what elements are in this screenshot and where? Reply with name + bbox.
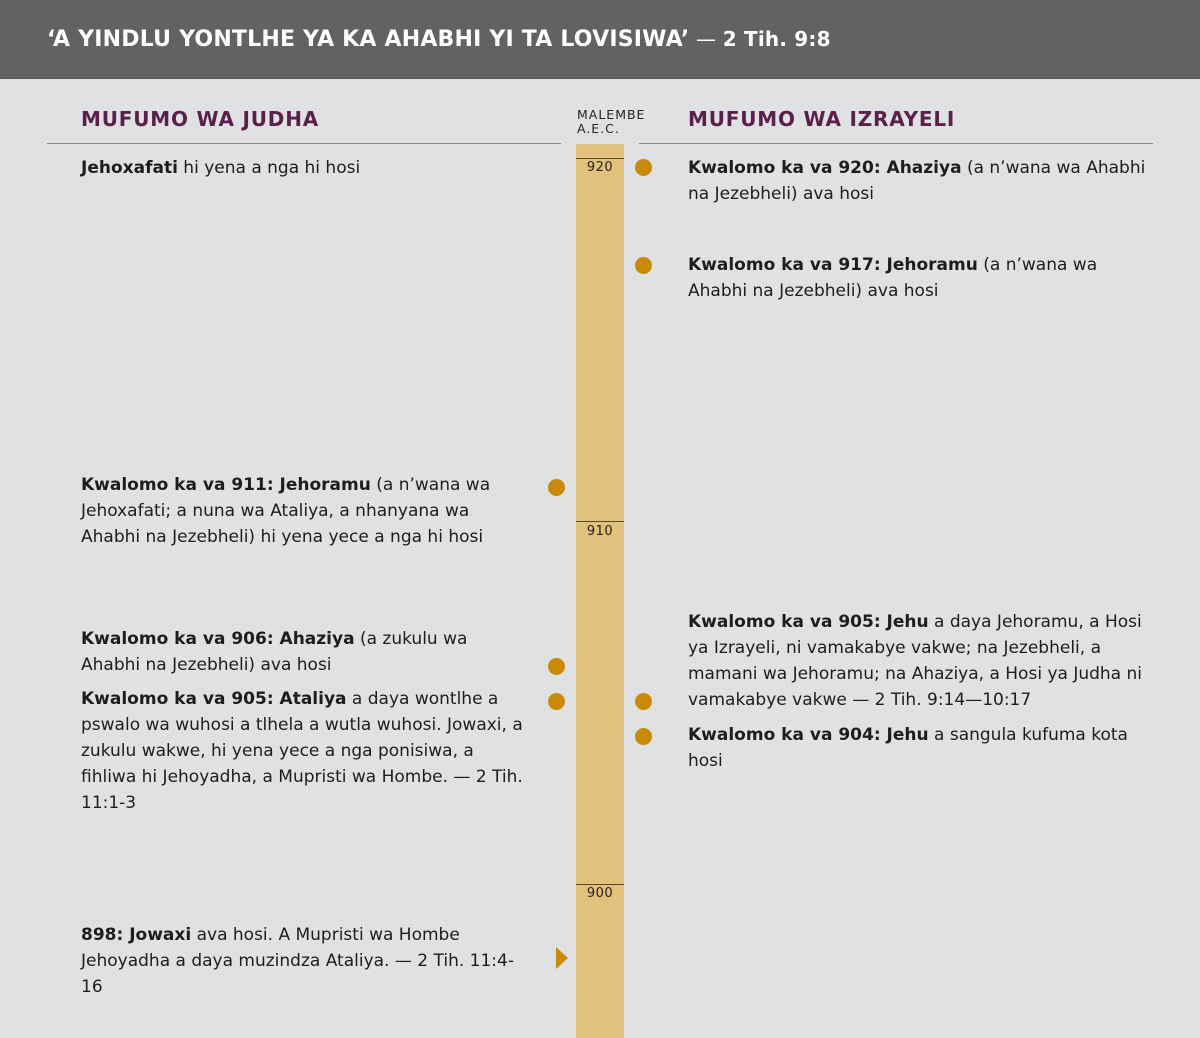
- year-tick-910: [576, 521, 624, 522]
- israel-marker-904: [635, 728, 652, 745]
- year-label-900: 900: [586, 886, 614, 901]
- year-label-920: 920: [586, 160, 614, 175]
- israel-entry-917: Kwalomo ka va 917: Jehoramu (a n’wana wa Ahabhi na Jezebheli) ava hosi: [688, 255, 1098, 301]
- israel-marker-905: [635, 693, 652, 710]
- israel-entry-920: Kwalomo ka va 920: Ahaziya (a n’wana wa Ahabhi na Jezebheli) ava hosi: [688, 158, 1146, 204]
- judah-entry-jehoxafati: Jehoxafati hi yena a nga hi hosi: [81, 158, 361, 178]
- judah-entry-906: Kwalomo ka va 906: Ahaziya (a zukulu wa Ahabhi na Jezebheli) ava hosi: [81, 629, 468, 675]
- judah-marker-898-arrow-icon: [556, 947, 568, 969]
- judah-marker-911: [548, 479, 565, 496]
- israel-marker-917: [635, 257, 652, 274]
- header-bar: [0, 0, 1200, 79]
- israel-entry-905: Kwalomo ka va 905: Jehu a daya Jehoramu, a Hosi ya Izrayeli, ni vamakabye vakwe; na Jezebheli, a mamani wa Jehoramu; na Ahaziya, a Hosi ya Judha ni vamakabye vakwe — 2 Tih. 9:14—10:17: [688, 612, 1142, 710]
- israel-entry-904: Kwalomo ka va 904: Jehu a sangula kufuma kota hosi: [688, 725, 1128, 771]
- judah-entry-911: Kwalomo ka va 911: Jehoramu (a n’wana wa Jehoxafati; a nuna wa Ataliya, a nhanyana wa Ahabhi na Jezebheli) hi yena yece a nga hi hosi: [81, 475, 491, 547]
- page-title: ‘A YINDLU YONTLHE YA KA AHABHI YI TA LOVISIWA’ — 2 Tih. 9:8: [47, 27, 831, 52]
- timeline-unit-label: MALEMBE A.E.C.: [577, 107, 646, 136]
- judah-marker-906: [548, 658, 565, 675]
- right-header-rule: [639, 143, 1153, 144]
- year-tick-900: [576, 884, 624, 885]
- israel-column-title: MUFUMO WA IZRAYELI: [688, 107, 956, 131]
- judah-entry-898: 898: Jowaxi ava hosi. A Mupristi wa Hombe Jehoyadha a daya muzindza Ataliya. — 2 Tih. 11:4-16: [81, 925, 514, 997]
- judah-entry-905: Kwalomo ka va 905: Ataliya a daya wontlhe a pswalo wa wuhosi a tlhela a wutla wuhosi. Jowaxi, a zukulu wakwe, hi yena yece a nga ponisiwa, a fihliwa hi Jehoyadha, a Mupristi wa Hombe. — 2 Tih. 11:1-3: [81, 689, 523, 813]
- judah-column-title: MUFUMO WA JUDHA: [81, 107, 320, 131]
- scripture-reference: 2 Tih. 9:8: [722, 27, 831, 51]
- left-header-rule: [47, 143, 561, 144]
- timeline-bar: [576, 144, 624, 1038]
- year-tick-920: [576, 158, 624, 159]
- israel-marker-920: [635, 159, 652, 176]
- judah-marker-905: [548, 693, 565, 710]
- year-label-910: 910: [586, 524, 614, 539]
